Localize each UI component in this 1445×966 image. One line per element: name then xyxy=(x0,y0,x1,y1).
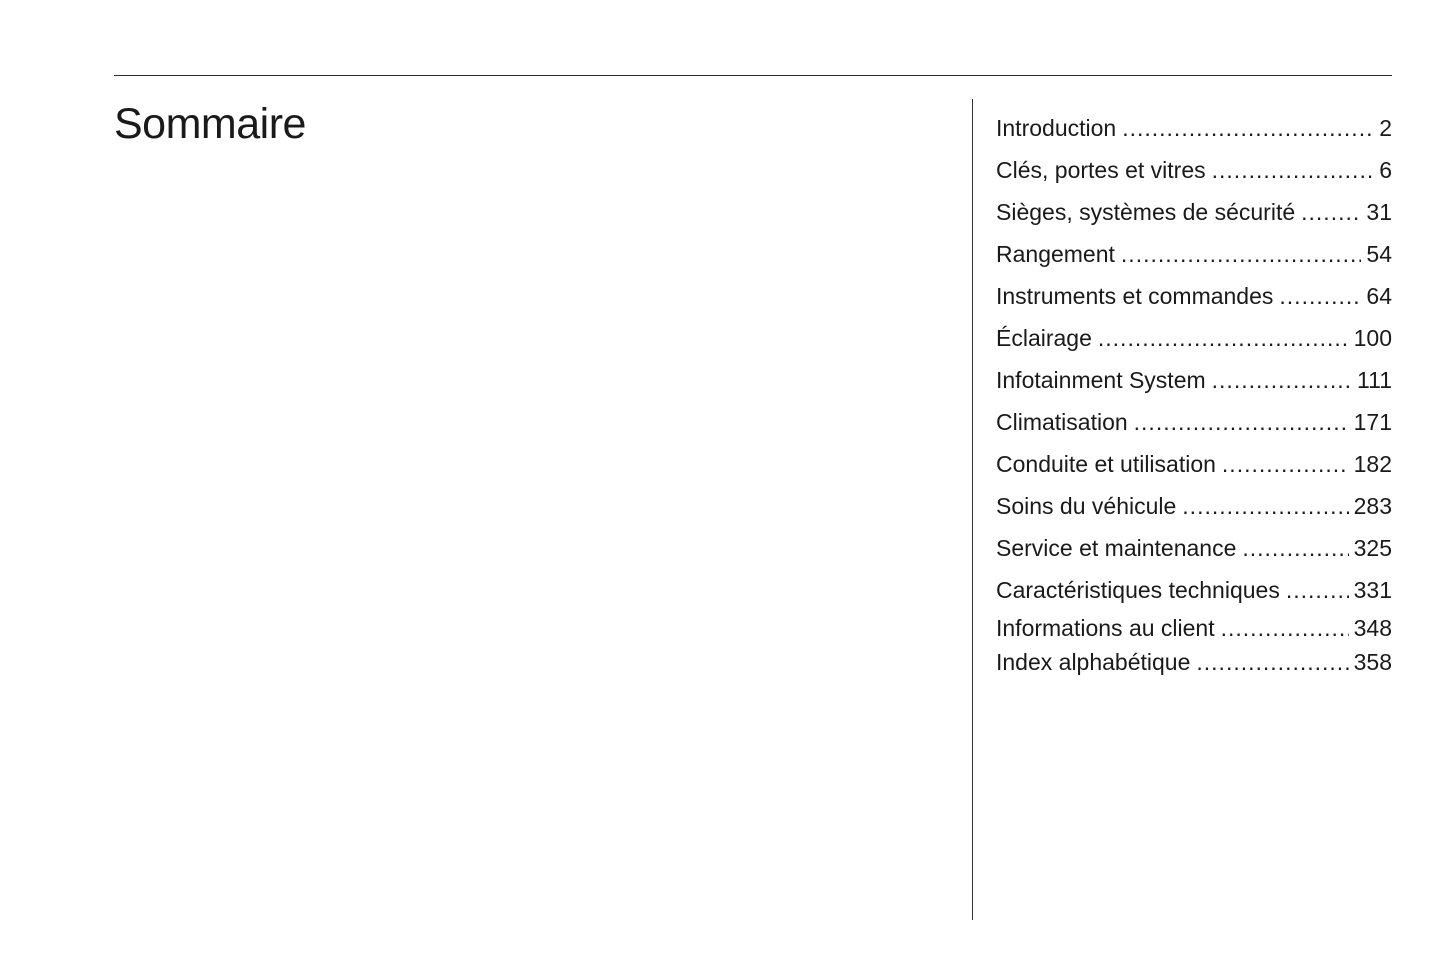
toc-entry-label: Éclairage xyxy=(996,325,1092,351)
toc-dot-leader xyxy=(1279,275,1361,317)
toc-entry-label: Service et maintenance xyxy=(996,535,1237,561)
toc-entry-instruments-commandes[interactable] xyxy=(996,275,1392,317)
toc-dot-leader xyxy=(1122,107,1374,149)
toc-entry-label: Informations au client xyxy=(996,615,1215,641)
toc-page-number: 31 xyxy=(1366,199,1392,225)
toc-page-number: 54 xyxy=(1366,241,1392,267)
toc-entry-service-maintenance[interactable] xyxy=(996,527,1392,569)
toc-page-number: 325 xyxy=(1353,535,1392,561)
top-rule xyxy=(114,75,1392,76)
toc-dot-leader xyxy=(1221,611,1349,645)
toc-entry-eclairage[interactable] xyxy=(996,317,1392,359)
toc-page-number: 182 xyxy=(1353,451,1392,477)
toc-entry-cles-portes-vitres[interactable] xyxy=(996,149,1392,191)
toc-entry-soins-vehicule[interactable] xyxy=(996,485,1392,527)
toc-dot-leader xyxy=(1286,569,1349,611)
toc-entry-label: Caractéristiques techniques xyxy=(996,577,1280,603)
toc-entry-label: Climatisation xyxy=(996,409,1128,435)
toc-entry-label: Rangement xyxy=(996,241,1115,267)
toc-page-number: 283 xyxy=(1353,493,1392,519)
toc-entry-label: Soins du véhicule xyxy=(996,493,1177,519)
toc-page-number: 100 xyxy=(1353,325,1392,351)
page-title: Sommaire xyxy=(114,100,306,148)
toc-entry-sieges-securite[interactable] xyxy=(996,191,1392,233)
toc-page-number: 64 xyxy=(1366,283,1392,309)
toc-dot-leader xyxy=(1301,191,1361,233)
toc-page-number: 331 xyxy=(1353,577,1392,603)
toc-entry-index-alphabetique[interactable] xyxy=(996,645,1392,679)
toc-entry-label: Introduction xyxy=(996,115,1117,141)
table-of-contents xyxy=(996,107,1392,679)
column-divider xyxy=(972,99,973,920)
toc-dot-leader xyxy=(1242,527,1348,569)
toc-entry-label: Conduite et utilisation xyxy=(996,451,1216,477)
toc-page-number: 358 xyxy=(1353,649,1392,675)
toc-entry-informations-client[interactable] xyxy=(996,611,1392,645)
toc-entry-label: Sièges, systèmes de sécurité xyxy=(996,199,1296,225)
toc-entry-conduite-utilisation[interactable] xyxy=(996,443,1392,485)
toc-entry-introduction[interactable] xyxy=(996,107,1392,149)
toc-entry-climatisation[interactable] xyxy=(996,401,1392,443)
toc-dot-leader xyxy=(1098,317,1349,359)
toc-entry-label: Clés, portes et vitres xyxy=(996,157,1206,183)
toc-dot-leader xyxy=(1196,645,1348,679)
toc-entry-label: Instruments et commandes xyxy=(996,283,1274,309)
toc-entry-infotainment-system[interactable] xyxy=(996,359,1392,401)
toc-entry-label: Infotainment System xyxy=(996,367,1206,393)
toc-dot-leader xyxy=(1182,485,1348,527)
toc-page-number: 111 xyxy=(1357,367,1392,393)
toc-dot-leader xyxy=(1121,233,1361,275)
toc-page-number: 2 xyxy=(1379,115,1392,141)
toc-page-number: 171 xyxy=(1353,409,1392,435)
toc-entry-label: Index alphabétique xyxy=(996,649,1191,675)
toc-entry-caracteristiques-techniques[interactable] xyxy=(996,569,1392,611)
toc-dot-leader xyxy=(1134,401,1349,443)
toc-dot-leader xyxy=(1212,359,1352,401)
toc-page-number: 348 xyxy=(1353,615,1392,641)
toc-dot-leader xyxy=(1222,443,1349,485)
toc-dot-leader xyxy=(1212,149,1375,191)
toc-entry-rangement[interactable] xyxy=(996,233,1392,275)
toc-page-number: 6 xyxy=(1379,157,1392,183)
